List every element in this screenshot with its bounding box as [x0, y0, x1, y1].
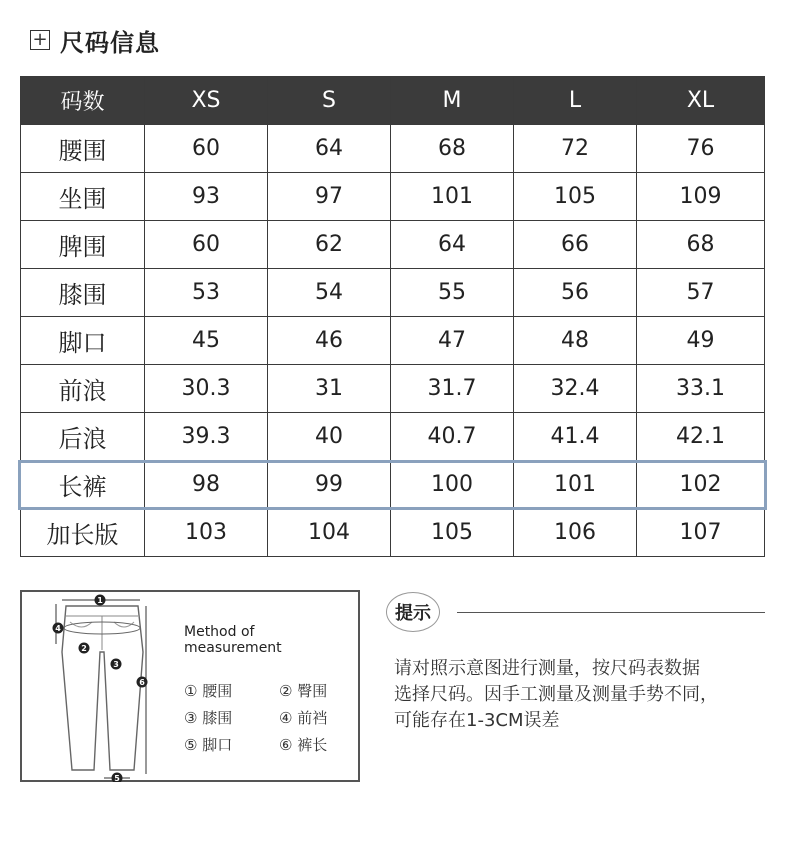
tip-line-2: 选择尺码。因手工测量及测量手势不同， [394, 684, 718, 705]
row-label: 前浪 [21, 365, 145, 413]
column-header: 码数 [21, 77, 145, 125]
tip-line-3: 可能存在1-3CM误差 [394, 710, 560, 731]
table-cell: 47 [391, 317, 514, 365]
table-cell: 57 [637, 269, 765, 317]
plus-box-icon: + [30, 30, 50, 50]
table-cell: 106 [514, 509, 637, 557]
table-cell: 105 [391, 509, 514, 557]
row-label: 长裤 [21, 461, 145, 509]
table-cell: 102 [637, 461, 765, 509]
column-header: S [268, 77, 391, 125]
table-cell: 30.3 [145, 365, 268, 413]
table-cell: 31.7 [391, 365, 514, 413]
table-cell: 107 [637, 509, 765, 557]
column-header: XL [637, 77, 765, 125]
table-cell: 32.4 [514, 365, 637, 413]
marker-4-label: 4 [55, 624, 61, 633]
legend-item: ⑤ 脚口 [184, 736, 233, 754]
measurement-title [184, 624, 282, 656]
table-cell: 76 [637, 125, 765, 173]
table-cell: 93 [145, 173, 268, 221]
row-label: 后浪 [21, 413, 145, 461]
table-cell: 98 [145, 461, 268, 509]
tip-text [394, 656, 774, 734]
table-cell: 54 [268, 269, 391, 317]
table-header-row [21, 77, 765, 125]
table-cell: 41.4 [514, 413, 637, 461]
legend-item: ④ 前裆 [279, 709, 328, 727]
row-label: 坐围 [21, 173, 145, 221]
measurement-diagram [20, 590, 360, 782]
table-cell: 99 [268, 461, 391, 509]
tip-line-1: 请对照示意图进行测量，按尺码表数据 [394, 658, 700, 679]
measurement-legend [184, 680, 359, 755]
row-label: 腰围 [21, 125, 145, 173]
tip-divider [457, 612, 765, 613]
marker-2-label: 2 [81, 644, 87, 653]
section-title: 尺码信息 [60, 28, 160, 57]
table-row [21, 509, 765, 557]
table-cell: 109 [637, 173, 765, 221]
column-header: L [514, 77, 637, 125]
legend-item: ③ 膝围 [184, 709, 233, 727]
table-cell: 105 [514, 173, 637, 221]
column-header: XS [145, 77, 268, 125]
table-cell: 104 [268, 509, 391, 557]
table-cell: 97 [268, 173, 391, 221]
table-row [21, 269, 765, 317]
table-cell: 42.1 [637, 413, 765, 461]
row-label: 脚口 [21, 317, 145, 365]
table-cell: 100 [391, 461, 514, 509]
measurement-title-line2: measurement [184, 640, 282, 656]
table-row [21, 413, 765, 461]
table-cell: 66 [514, 221, 637, 269]
row-label: 加长版 [21, 509, 145, 557]
table-row [21, 125, 765, 173]
table-row [21, 317, 765, 365]
marker-1-label: 1 [97, 596, 103, 605]
marker-5-label: 5 [114, 774, 120, 782]
column-header: M [391, 77, 514, 125]
legend-item: ① 腰围 [184, 682, 233, 700]
row-label: 膝围 [21, 269, 145, 317]
tip-badge: 提示 [386, 592, 440, 632]
table-row [21, 365, 765, 413]
table-cell: 55 [391, 269, 514, 317]
table-cell: 101 [391, 173, 514, 221]
table-cell: 101 [514, 461, 637, 509]
table-cell: 49 [637, 317, 765, 365]
marker-6-label: 6 [139, 678, 145, 687]
table-row [21, 173, 765, 221]
measurement-title-line1: Method of [184, 624, 255, 640]
table-cell: 103 [145, 509, 268, 557]
table-cell: 62 [268, 221, 391, 269]
table-cell: 53 [145, 269, 268, 317]
pants-illustration [22, 592, 172, 782]
size-table [20, 76, 765, 557]
table-cell: 40.7 [391, 413, 514, 461]
table-cell: 56 [514, 269, 637, 317]
table-cell: 72 [514, 125, 637, 173]
section-header [30, 22, 160, 58]
legend-item: ② 臀围 [279, 682, 328, 700]
table-cell: 39.3 [145, 413, 268, 461]
table-cell: 46 [268, 317, 391, 365]
table-cell: 60 [145, 221, 268, 269]
table-cell: 40 [268, 413, 391, 461]
row-label: 脾围 [21, 221, 145, 269]
table-cell: 68 [637, 221, 765, 269]
table-row [21, 221, 765, 269]
table-cell: 68 [391, 125, 514, 173]
table-cell: 60 [145, 125, 268, 173]
table-cell: 31 [268, 365, 391, 413]
table-cell: 64 [268, 125, 391, 173]
table-cell: 33.1 [637, 365, 765, 413]
legend-item: ⑥ 裤长 [279, 736, 328, 754]
table-cell: 45 [145, 317, 268, 365]
table-cell: 64 [391, 221, 514, 269]
marker-3-label: 3 [113, 660, 119, 669]
table-row-highlighted [21, 461, 765, 509]
table-cell: 48 [514, 317, 637, 365]
